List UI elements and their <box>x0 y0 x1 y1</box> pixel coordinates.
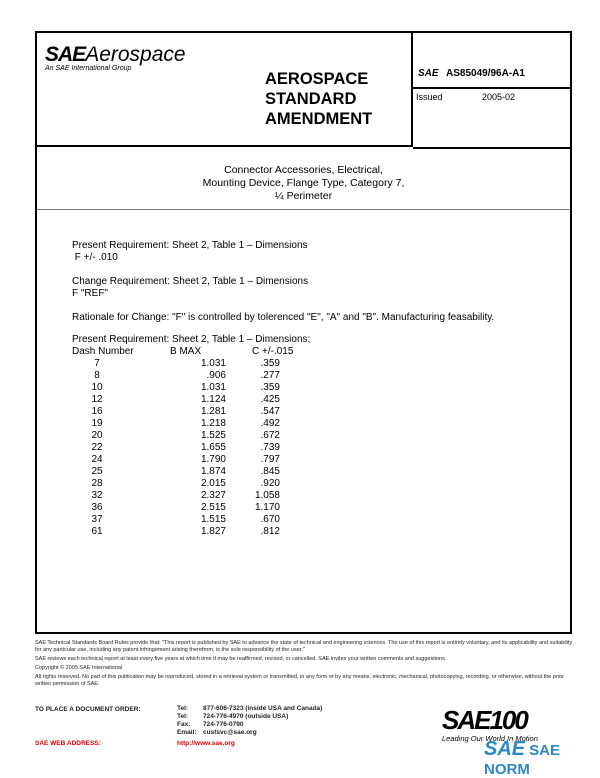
change-value: F "REF" <box>72 288 108 299</box>
doc-number-cell <box>413 33 570 89</box>
subject-title <box>37 164 570 203</box>
cell-c: .277 <box>260 370 280 381</box>
table-header <box>72 346 310 358</box>
cell-c: .739 <box>260 442 280 453</box>
cell-dash: 19 <box>91 418 103 429</box>
table-row <box>72 478 310 490</box>
table-row <box>72 358 310 370</box>
cell-dash: 36 <box>91 502 103 513</box>
cell-dash: 61 <box>91 526 103 537</box>
watermark-text: SAE NORM <box>484 742 560 778</box>
contact-row <box>35 705 323 713</box>
logo-sae: SAE <box>45 43 86 66</box>
sae-aerospace-logo <box>45 43 186 72</box>
cell-c: .920 <box>260 478 280 489</box>
subject-line: Connector Accessories, Electrical, <box>224 164 383 176</box>
table-row <box>72 382 310 394</box>
table-row <box>72 490 310 502</box>
web-link[interactable]: http://www.sae.org <box>177 740 235 747</box>
col-dash-number: Dash Number <box>72 346 134 357</box>
table-row <box>72 466 310 478</box>
sae100-tagline: Leading Our World In Motion <box>442 734 538 743</box>
cell-b-max: 1.281 <box>200 406 226 417</box>
cell-c: .425 <box>260 394 280 405</box>
cell-b-max: 2.327 <box>200 490 226 501</box>
table-row <box>72 514 310 526</box>
cell-b-max: 1.790 <box>200 454 226 465</box>
change-requirement: Change Requirement: Sheet 2, Table 1 – Dimensions <box>72 276 309 287</box>
header-left-cell <box>37 33 413 147</box>
table-row <box>72 394 310 406</box>
table-row <box>72 454 310 466</box>
cell-c: .845 <box>260 466 280 477</box>
doc-number: AS85049/96A-A1 <box>446 68 525 79</box>
contact-value: 724-776-0790 <box>203 721 244 728</box>
contact-row <box>35 713 289 721</box>
document-frame <box>35 31 572 634</box>
table-row <box>72 406 310 418</box>
cell-c: .672 <box>260 430 280 441</box>
issued-cell <box>413 89 570 149</box>
copyright-text: Copyright © 2005 SAE International <box>35 665 123 671</box>
title-line: STANDARD <box>265 90 357 108</box>
cell-b-max: 1.031 <box>200 358 226 369</box>
table-row <box>72 502 310 514</box>
cell-b-max: .906 <box>206 370 226 381</box>
cell-dash: 20 <box>91 430 103 441</box>
cell-dash: 16 <box>91 406 103 417</box>
contact-label: Email: <box>177 729 197 736</box>
rights-text: All rights reserved. No part of this publication may be reproduced, stored in a retrieval system or transmitted, in any form or by any means, electronic, mechanical, photocopying, recording, or otherwise, without the prior written permission of SAE. <box>35 674 564 687</box>
order-label: TO PLACE A DOCUMENT ORDER: <box>35 706 141 713</box>
contact-value: 877-606-7323 (inside USA and Canada) <box>203 705 323 712</box>
contact-label: Fax: <box>177 721 191 728</box>
cell-dash: 8 <box>94 370 100 381</box>
table-row <box>72 442 310 454</box>
cell-b-max: 1.218 <box>200 418 226 429</box>
col-c-tol: C +/-.015 <box>252 346 294 357</box>
contact-value: custsvc@sae.org <box>203 729 257 736</box>
present-value: F +/- .010 <box>72 252 118 263</box>
title-line: AMENDMENT <box>265 110 373 128</box>
issued-date: 2005-02 <box>482 92 516 102</box>
cell-c: .812 <box>260 526 280 537</box>
cell-b-max: 2.515 <box>200 502 226 513</box>
cell-b-max: 1.827 <box>200 526 226 537</box>
cell-dash: 12 <box>91 394 103 405</box>
contact-row <box>35 721 244 729</box>
contact-value: 724-776-4970 (outside USA) <box>203 713 289 720</box>
subject-line: Mounting Device, Flange Type, Category 7, <box>202 177 405 189</box>
cell-dash: 37 <box>91 514 103 525</box>
dimensions-table <box>72 334 310 538</box>
document-type-title <box>265 69 372 129</box>
cell-c: .359 <box>260 382 280 393</box>
cell-b-max: 2.015 <box>200 478 226 489</box>
cell-b-max: 1.655 <box>200 442 226 453</box>
contact-row <box>35 729 257 737</box>
cell-c: .547 <box>260 406 280 417</box>
footer-legal <box>35 640 575 690</box>
logo-subtitle: An SAE International Group <box>45 65 132 72</box>
watermark-sae-icon: SAE <box>484 738 526 760</box>
cell-c: 1.170 <box>254 502 280 513</box>
contact-label: Tel: <box>177 713 189 720</box>
cell-dash: 7 <box>94 358 100 369</box>
cell-dash: 28 <box>91 478 103 489</box>
subject-line: ¼ Perimeter <box>274 190 333 202</box>
cell-b-max: 1.124 <box>200 394 226 405</box>
cell-b-max: 1.031 <box>200 382 226 393</box>
cell-dash: 10 <box>91 382 103 393</box>
sae-mark-icon: SAE <box>418 68 439 79</box>
cell-b-max: 1.525 <box>200 430 226 441</box>
cell-c: .670 <box>260 514 280 525</box>
col-b-max: B MAX <box>170 346 202 357</box>
table-caption: Present Requirement: Sheet 2, Table 1 – Dimensions; <box>72 334 311 345</box>
title-line: AEROSPACE <box>265 70 369 88</box>
table-row <box>72 418 310 430</box>
amendment-body <box>72 240 494 324</box>
cell-c: 1.058 <box>254 490 280 501</box>
table-body <box>72 358 310 538</box>
logo-aerospace: Aerospace <box>85 43 186 66</box>
issued-label: Issued <box>416 92 443 102</box>
cell-c: .797 <box>260 454 280 465</box>
cell-c: .359 <box>260 358 280 369</box>
rationale: Rationale for Change: "F" is controlled by tolerenced "E", "A" and "B". Manufacturing feasability. <box>72 312 495 323</box>
cell-dash: 25 <box>91 466 103 477</box>
cell-dash: 32 <box>91 490 103 501</box>
sae-norm-watermark <box>484 738 600 778</box>
table-row <box>72 526 310 538</box>
subject-divider <box>37 209 570 210</box>
rules-text: SAE Technical Standards Board Rules provide that: "This report is published by SAE to advance the state of technical and engineering sciences. The use of this report is entirely voluntary, and its applicability and suitability for any particular use, including any patent infringement arising therefrom, is the sole responsibility of the user." <box>35 640 573 653</box>
cell-b-max: 1.874 <box>200 466 226 477</box>
cell-b-max: 1.515 <box>200 514 226 525</box>
cell-dash: 24 <box>91 454 103 465</box>
web-label: SAE WEB ADDRESS: <box>35 740 101 747</box>
sae100-mark: SAE100 <box>442 705 527 735</box>
contact-label: Tel: <box>177 705 189 712</box>
cell-c: .492 <box>260 418 280 429</box>
cell-dash: 22 <box>91 442 103 453</box>
review-text: SAE reviews each technical report at least every five years at which time it may be reaffirmed, revised, or cancelled. SAE invites your written comments and suggestions. <box>35 656 447 662</box>
order-info <box>35 705 323 747</box>
table-row <box>72 430 310 442</box>
table-row <box>72 370 310 382</box>
present-requirement: Present Requirement: Sheet 2, Table 1 – Dimensions <box>72 240 308 251</box>
header-right-cell <box>413 33 570 149</box>
